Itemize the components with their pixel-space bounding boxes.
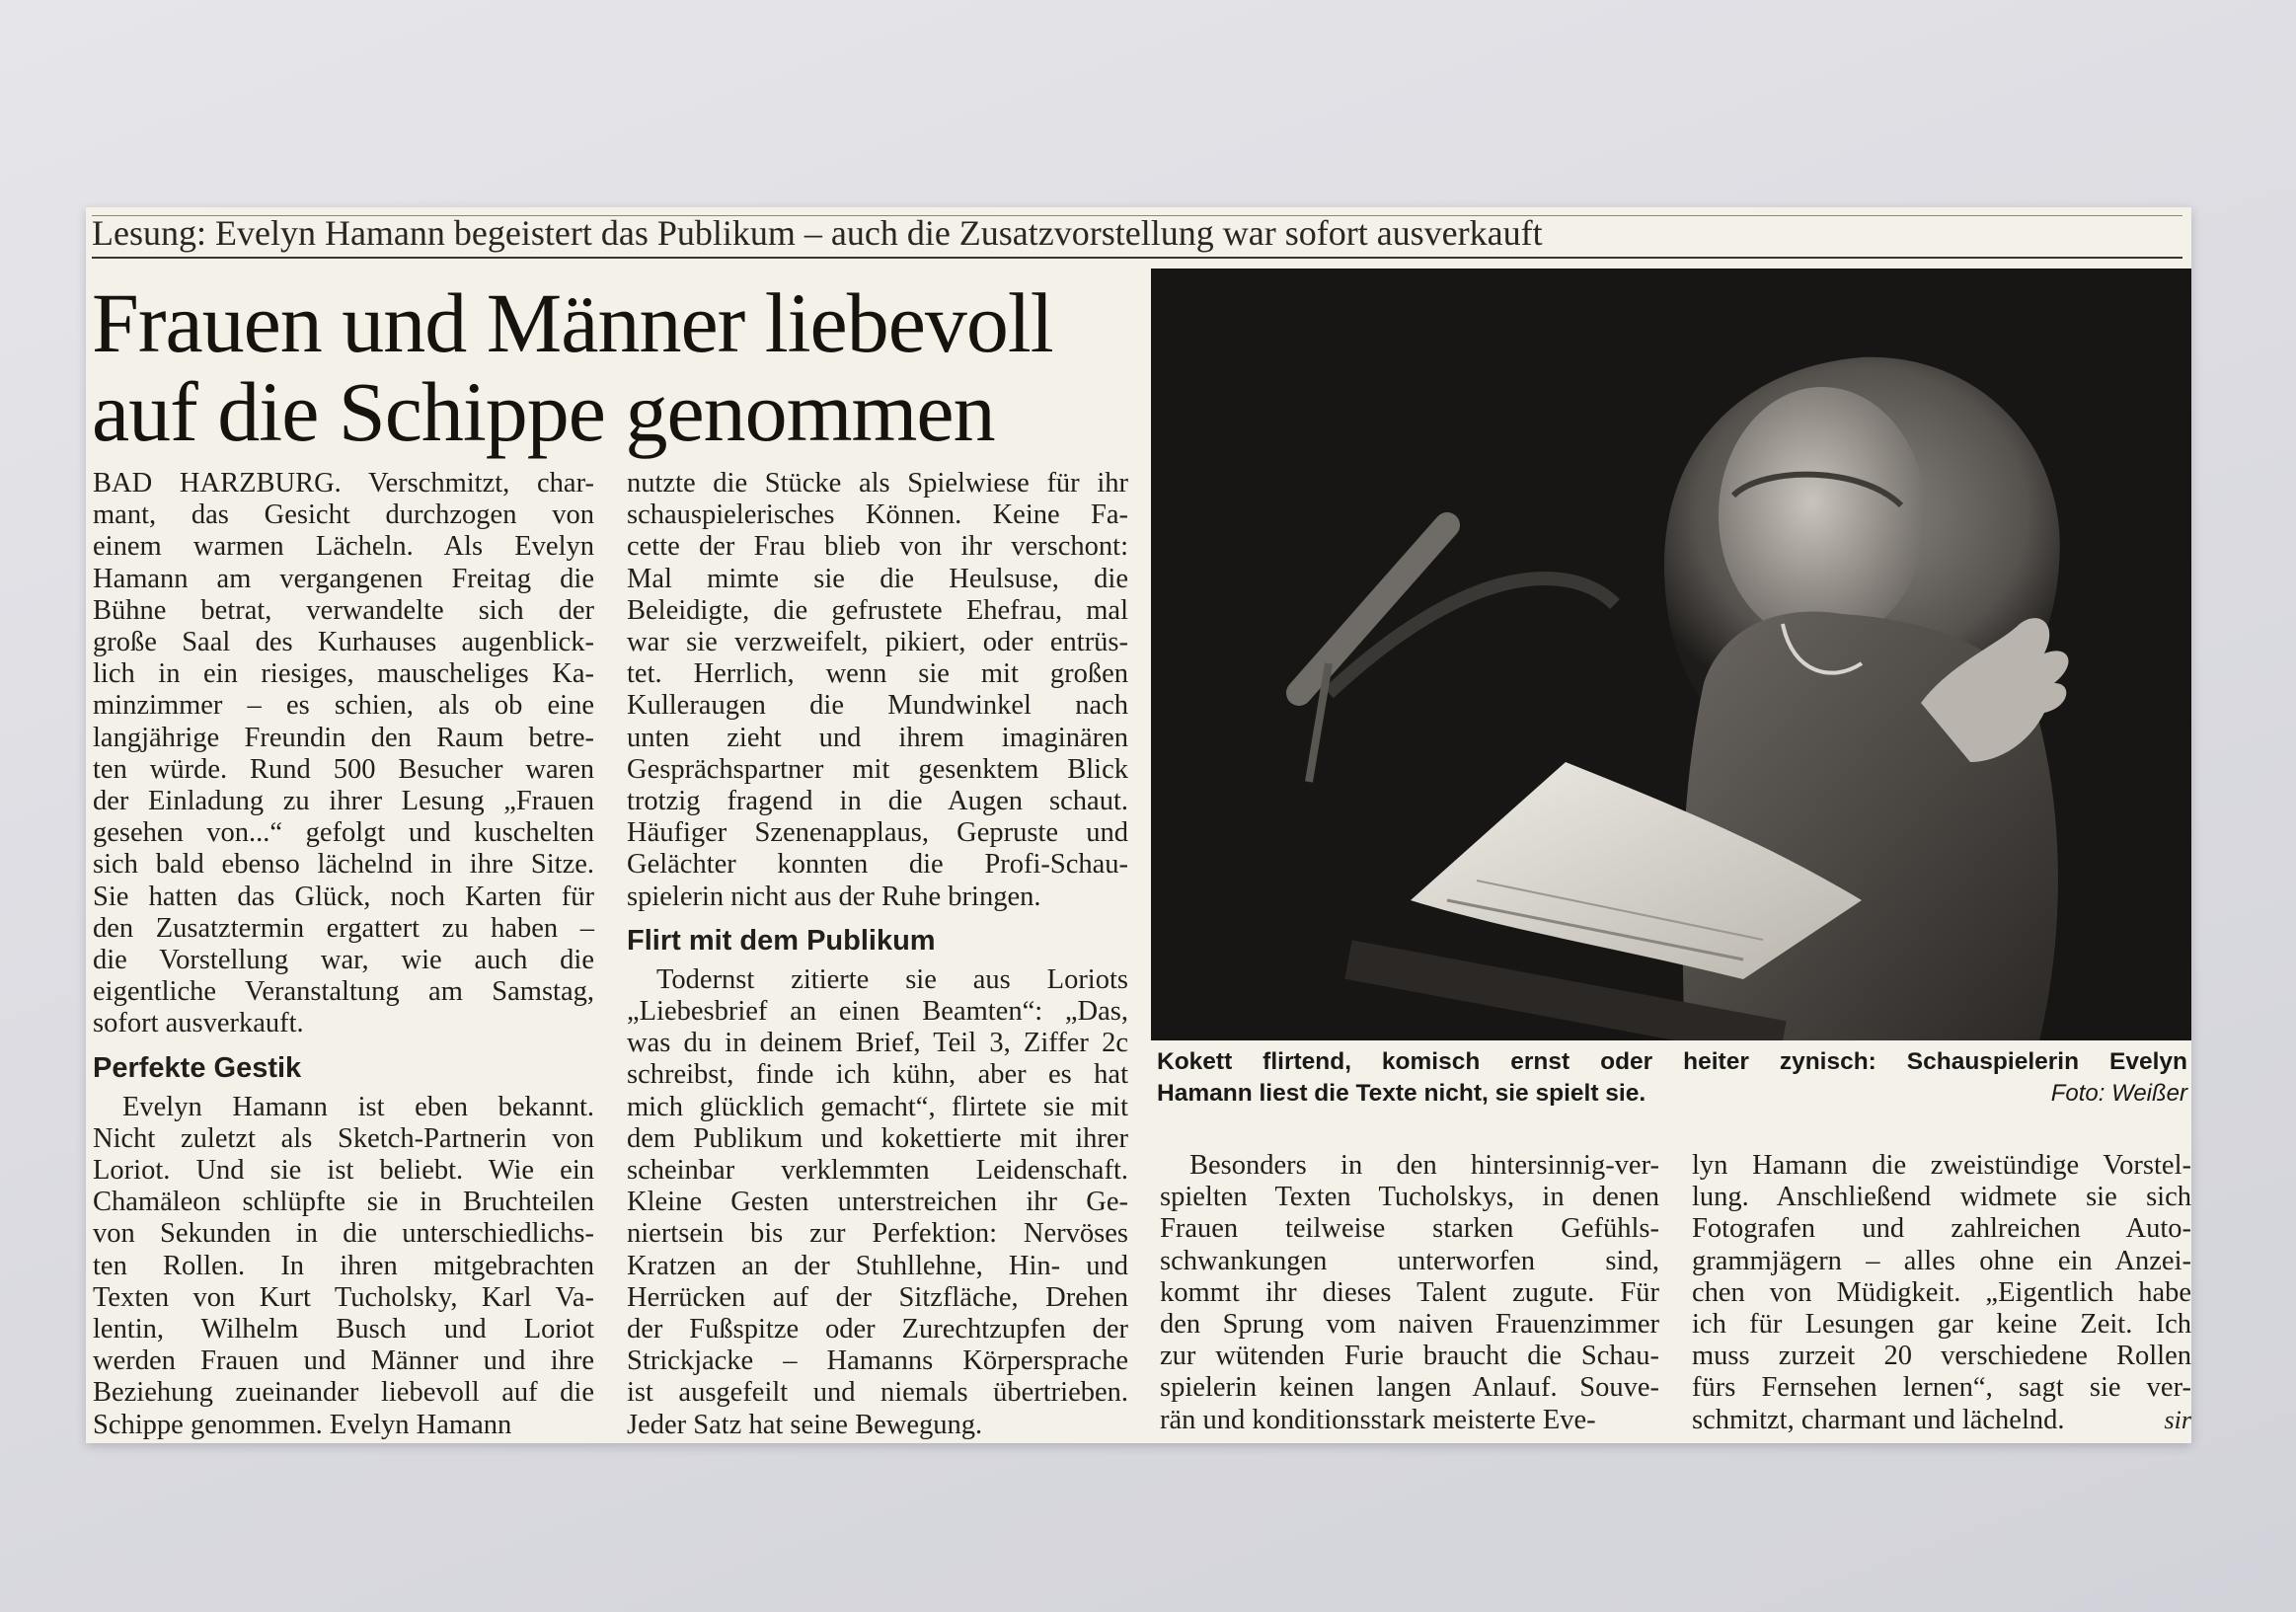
paragraph-intro (93, 468, 594, 1040)
text-line: was du in deinem Brief, Teil 3, Ziffer 2c (627, 1028, 1128, 1059)
text-line: sofort ausverkauft. (93, 1008, 304, 1039)
text-line: schwankungen unterworfen sind, (1160, 1245, 1659, 1276)
text-line: Häufiger Szenenapplaus, Gepruste und (627, 817, 1128, 849)
text-line: Beleidigte, die gefrustete Ehefrau, mal (627, 594, 1128, 626)
text-line: die Vorstellung war, wie auch die (93, 945, 594, 976)
text-line: lentin, Wilhelm Busch und Loriot (93, 1314, 594, 1345)
text-line: sich bald ebenso lächelnd in ihre Sitze. (93, 849, 594, 881)
text-line: langjährige Freundin den Raum betre- (93, 722, 594, 753)
text-line: Chamäleon schlüpfte sie in Bruchteilen (93, 1187, 594, 1218)
text-line: Todernst zitierte sie aus Loriots (656, 963, 1128, 995)
text-line: lung. Anschließend widmete sie sich (1692, 1182, 2191, 1213)
photo-image (1151, 269, 2191, 1040)
text-line: gesehen von...“ gefolgt und kuschelten (93, 817, 594, 849)
text-line: Fotografen und zahlreichen Auto- (1692, 1213, 2191, 1245)
text-line: lich in ein riesiges, mauscheliges Ka- (93, 658, 594, 690)
text-line: Strickjacke – Hamanns Körpersprache (627, 1345, 1128, 1377)
text-line: den Sprung vom naiven Frauenzimmer (1160, 1309, 1659, 1341)
headline (92, 275, 1168, 459)
headline-line-1: Frauen und Männer liebevoll (92, 275, 1053, 370)
text-line: cette der Frau blieb von ihr verschont: (627, 531, 1128, 563)
text-line: mich glücklich gemacht“, flirtete sie mit (627, 1091, 1128, 1122)
text-line: Herrücken auf der Sitzfläche, Drehen (627, 1281, 1128, 1313)
text-line: lyn Hamann die zweistündige Vorstel- (1692, 1150, 2191, 1181)
subheading-flirt: Flirt mit dem Publikum (627, 924, 936, 957)
text-line: Besonders in den hintersinnig-ver- (1189, 1150, 1659, 1181)
text-line: spielerin keinen langen Anlauf. Souve- (1160, 1372, 1659, 1404)
text-line: ten Rollen. In ihren mitgebrachten (93, 1250, 594, 1281)
text-line: minzimmer – es schien, als ob eine (93, 690, 594, 722)
text-line: den Zusatztermin ergattert zu haben – (93, 912, 594, 944)
text-line: Kleine Gesten unterstreichen ihr Ge- (627, 1187, 1128, 1218)
photo-caption (1157, 1046, 2187, 1110)
text-line: „Liebesbrief an einen Beamten“: „Das, (627, 996, 1128, 1028)
text-line: eigentliche Veranstaltung am Samstag, (93, 976, 594, 1008)
text-line: dem Publikum und kokettierte mit ihrer (627, 1122, 1128, 1154)
text-line: schreibst, finde ich kühn, aber es hat (627, 1059, 1128, 1091)
text-line: scheinbar verklemmten Leidenschaft. (627, 1155, 1128, 1187)
text-line: Beziehung zueinander liebevoll auf die (93, 1377, 594, 1409)
text-line: Nicht zuletzt als Sketch-Partnerin von (93, 1122, 594, 1154)
text-line: ich für Lesungen gar keine Zeit. Ich (1692, 1309, 2191, 1341)
article-column-1 (93, 468, 594, 1441)
text-line: werden Frauen und Männer und ihre (93, 1345, 594, 1377)
text-line: Texten von Kurt Tucholsky, Karl Va- (93, 1281, 594, 1313)
text-line: von Sekunden in die unterschiedlichs- (93, 1218, 594, 1250)
text-line: kommt ihr dieses Talent zugute. Für (1160, 1276, 1659, 1308)
text-line: der Fußspitze oder Zurechtzupfen der (627, 1314, 1128, 1345)
text-line: muss zurzeit 20 verschiedene Rollen (1692, 1341, 2191, 1372)
paragraph-gestik (93, 1092, 594, 1441)
text-line: große Saal des Kurhauses augenblick- (93, 627, 594, 658)
text-line: ten würde. Rund 500 Besucher waren (93, 753, 594, 785)
text-line: der Einladung zu ihrer Lesung „Frauen (93, 786, 594, 817)
text-line: trotzig fragend in die Augen schaut. (627, 786, 1128, 817)
text-line: tet. Herrlich, wenn sie mit großen (627, 658, 1128, 690)
photo-credit: Foto: Weißer (2050, 1080, 2187, 1107)
text-line: Evelyn Hamann ist eben bekannt. (122, 1091, 594, 1122)
text-line: spielten Texten Tucholskys, in denen (1160, 1182, 1659, 1213)
text-line: mant, das Gesicht durchzogen von (93, 499, 594, 531)
paragraph-flirt (627, 964, 1128, 1441)
caption-line-1: Kokett flirtend, komisch ernst oder heiter zynisch: Schauspielerin Evelyn (1157, 1048, 2187, 1075)
subheading-perfekte-gestik: Perfekte Gestik (93, 1051, 302, 1084)
text-line: ist ausgefeilt und niemals übertrieben. (627, 1377, 1128, 1409)
text-line: Bühne betrat, verwandelte sich der (93, 594, 594, 626)
text-line: Schippe genommen. Evelyn Hamann (93, 1409, 512, 1440)
text-line: fürs Fernsehen lernen“, sagt sie ver- (1692, 1372, 2191, 1404)
text-line: Gelächter konnten die Profi-Schau- (627, 849, 1128, 881)
text-line: chen von Müdigkeit. „Eigentlich habe (1692, 1276, 2191, 1308)
text-line: Loriot. Und sie ist beliebt. Wie ein (93, 1155, 594, 1187)
paragraph-schluss (1692, 1150, 2191, 1436)
text-line: war sie verzweifelt, pikiert, oder entrüs- (627, 627, 1128, 658)
text-line: schauspielerisches Können. Keine Fa- (627, 499, 1128, 531)
paragraph-facetten (627, 468, 1128, 913)
newspaper-clipping (86, 207, 2191, 1443)
text-line: grammjägern – alles ohne ein Anzei- (1692, 1245, 2191, 1276)
text-line: nutzte die Stücke als Spielwiese für ihr (627, 468, 1128, 499)
text-line: einem warmen Lächeln. Als Evelyn (93, 531, 594, 563)
text-line: Mal mimte sie die Heulsuse, die (627, 563, 1128, 594)
headline-line-2: auf die Schippe genommen (92, 364, 995, 459)
article-column-2 (627, 468, 1128, 1441)
text-line: schmitzt, charmant und lächelnd. sir (1692, 1404, 2191, 1435)
text-line: zur wütenden Furie braucht die Schau- (1160, 1341, 1659, 1372)
text-line: Kulleraugen die Mundwinkel nach (627, 690, 1128, 722)
text-line: BAD HARZBURG. Verschmitzt, char- (93, 468, 594, 499)
photo-evelyn-hamann (1151, 269, 2191, 1040)
text-line: Hamann am vergangenen Freitag die (93, 563, 594, 594)
article-column-4 (1692, 1150, 2191, 1436)
article-column-3 (1160, 1150, 1659, 1436)
paragraph-talent (1160, 1150, 1659, 1436)
text-line: Jeder Satz hat seine Bewegung. (627, 1409, 983, 1440)
text-line: Sie hatten das Glück, noch Karten für (93, 881, 594, 912)
caption-line-2: Hamann liest die Texte nicht, sie spielt sie. (1157, 1080, 1646, 1107)
kicker-line: Lesung: Evelyn Hamann begeistert das Publikum – auch die Zusatzvorstellung war sofort ausverkauft (92, 213, 1543, 253)
kicker-rule (92, 257, 2182, 259)
text-line: rän und konditionsstark meisterte Eve- (1160, 1404, 1596, 1435)
text-line: Gesprächspartner mit gesenktem Blick (627, 753, 1128, 785)
author-signature: sir (2164, 1405, 2191, 1434)
text-line: Frauen teilweise starken Gefühls- (1160, 1213, 1659, 1245)
text-line: niertsein bis zur Perfektion: Nervöses (627, 1218, 1128, 1250)
text-line: spielerin nicht aus der Ruhe bringen. (627, 881, 1041, 912)
text-line: unten zieht und ihrem imaginären (627, 722, 1128, 753)
text-line: Kratzen an der Stuhllehne, Hin- und (627, 1250, 1128, 1281)
